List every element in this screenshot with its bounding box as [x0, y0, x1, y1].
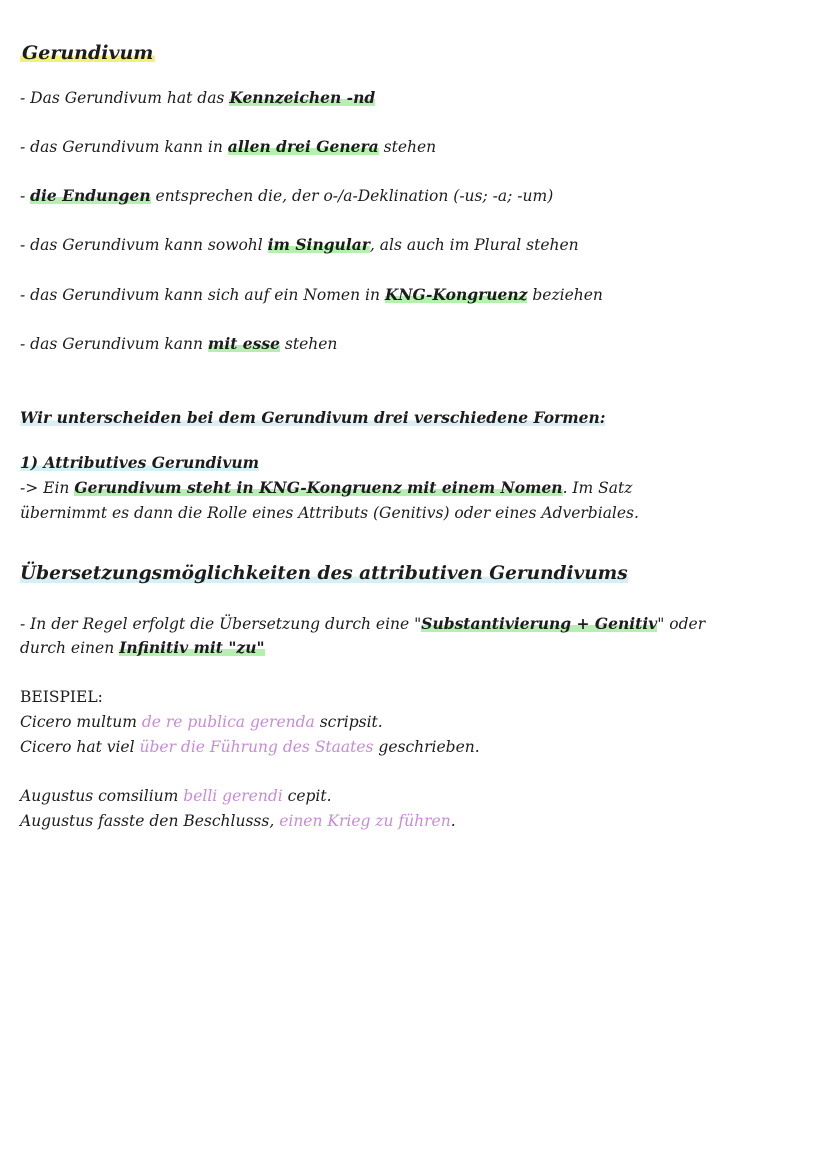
highlight: Kennzeichen -nd [229, 88, 376, 107]
bullet-kng: - das Gerundivum kann sich auf ein Nomen in KNG-Kongruenz beziehen [20, 285, 603, 304]
highlight: Substantivierung + Genitiv [421, 614, 658, 633]
example-colored: de re publica gerenda [141, 713, 315, 731]
intro-text: Wir unterscheiden bei dem Gerundivum drei verschiedene Formen: [20, 408, 606, 427]
section-heading-attributiv: 1) Attributives Gerundivum [20, 453, 259, 472]
highlight: im Singular [267, 235, 370, 254]
bullet-esse: - das Gerundivum kann mit esse stehen [20, 334, 338, 353]
section1-line1: -> Ein Gerundivum steht in KNG-Kongruenz mit einem Nomen. Im Satz [20, 478, 633, 497]
example2-latin: Augustus comsilium belli gerendi cepit. [20, 787, 332, 805]
example2-german: Augustus fasste den Beschlusss, einen Krieg zu führen. [20, 812, 456, 830]
highlight: allen drei Genera [227, 137, 379, 156]
example-colored: belli gerendi [183, 787, 283, 805]
bullet-genera: - das Gerundivum kann in allen drei Genera stehen [20, 137, 437, 156]
translation-line1: - In der Regel erfolgt die Übersetzung durch eine "Substantivierung + Genitiv" oder [20, 614, 706, 633]
highlight: KNG-Kongruenz [384, 285, 528, 304]
example-colored: einen Krieg zu führen [279, 812, 451, 830]
highlight: Infinitiv mit "zu" [119, 638, 265, 657]
example-colored: über die Führung des Staates [139, 738, 374, 756]
highlight: die Endungen [30, 186, 151, 205]
highlight: mit esse [207, 334, 280, 353]
example-label: BEISPIEL: [20, 688, 103, 706]
bullet-endungen: - die Endungen entsprechen die, der o-/a-Deklination (-us; -a; -um) [20, 186, 554, 205]
highlight: Gerundivum steht in KNG-Kongruenz mit einem Nomen [74, 478, 563, 497]
page-title: Gerundivum [22, 42, 154, 64]
section1-line2: übernimmt es dann die Rolle eines Attributs (Genitivs) oder eines Adverbiales. [20, 504, 639, 522]
translation-heading: Übersetzungsmöglichkeiten des attributiven Gerundivums [20, 563, 628, 584]
translation-line2: durch einen Infinitiv mit "zu" [20, 638, 265, 657]
bullet-kennzeichen: - Das Gerundivum hat das Kennzeichen -nd [20, 88, 376, 107]
bullet-numerus: - das Gerundivum kann sowohl im Singular, als auch im Plural stehen [20, 235, 579, 254]
example1-latin: Cicero multum de re publica gerenda scripsit. [20, 713, 383, 731]
example1-german: Cicero hat viel über die Führung des Staates geschrieben. [20, 738, 480, 756]
